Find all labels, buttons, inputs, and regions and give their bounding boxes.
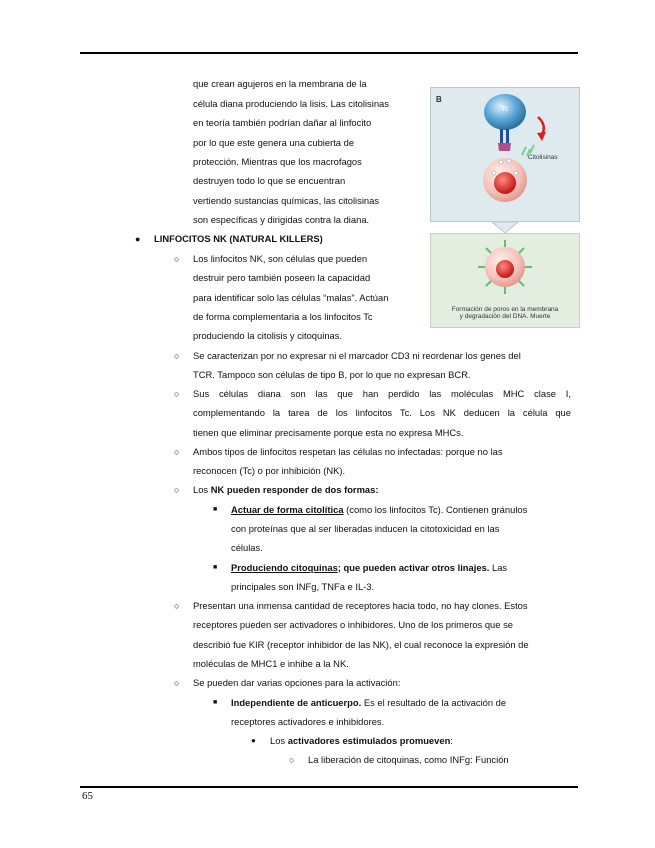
text-line: de forma complementaria a los linfocitos Tc: [193, 311, 373, 322]
text-line: para identificar solo las células “malas”. Actúan: [193, 292, 389, 303]
text-line: vertiendo sustancias químicas, las citolisinas: [193, 195, 380, 206]
text-line: receptores pueden ser activadores o inhibidores. Uno de los primeros que se: [193, 619, 513, 630]
text-line: Independiente de anticuerpo. Es el resultado de la activación de: [231, 697, 507, 708]
page-number: 65: [82, 790, 93, 802]
open-bullet: ○: [174, 254, 180, 264]
section-heading: LINFOCITOS NK (NATURAL KILLERS): [154, 233, 323, 244]
text-line: produciendo la citolisis y citoquinas.: [193, 330, 343, 341]
filled-bullet: ●: [251, 736, 256, 745]
text-line: tienen que eliminar precisamente porque esta no expresa MHCs.: [193, 427, 464, 438]
text-line: que crean agujeros en la membrana de la: [193, 78, 367, 89]
figure-caption: Formación de poros en la membrana y degradación del DNA. Muerte: [451, 306, 559, 320]
text-line: protección. Mientras que los macrofagos: [193, 156, 362, 167]
text-line: TCR. Tampoco son células de tipo B, por lo que no expresan BCR.: [193, 369, 471, 380]
text-line: Produciendo citoquinas; que pueden activar otros linajes. Las: [231, 562, 508, 573]
cytolysins-label: Citolisinas: [528, 154, 558, 161]
footer-rule: [80, 786, 578, 788]
text-line: Ambos tipos de linfocitos respetan las células no infectadas: porque no las: [193, 446, 503, 457]
square-bullet: ■: [213, 564, 218, 571]
text-line: destruyen todo lo que se encuentran: [193, 175, 346, 186]
receptor: [500, 129, 503, 143]
text-line: Sus células diana son las que han perdido las moléculas MHC clase I,: [193, 388, 571, 399]
text-line: receptores activadores e inhibidores.: [231, 716, 385, 727]
nk-cytolysis-figure: [430, 87, 580, 328]
text-line: Los linfocitos NK, son células que pueden: [193, 253, 368, 264]
text-line: describió fue KIR (receptor inhibidor de las NK), el cual reconoce la expresión de: [193, 639, 529, 650]
text-line: Se pueden dar varias opciones para la activación:: [193, 677, 401, 688]
filled-bullet: ●: [135, 234, 141, 244]
header-rule: [80, 52, 578, 54]
open-bullet: ○: [174, 389, 180, 399]
figure-graphics: [430, 87, 580, 328]
text-line: células.: [231, 542, 263, 553]
text-line: Presentan una inmensa cantidad de receptores hacia todo, no hay clones. Estos: [193, 600, 528, 611]
text-line: Actuar de forma citolítica (como los linfocitos Tc). Contienen gránulos: [231, 504, 528, 515]
text-line: en teoría también podrían dañar al linfocito: [193, 117, 372, 128]
text-line: por lo que este genera una cubierta de: [193, 137, 355, 148]
receptor: [506, 129, 509, 143]
text-line: son específicas y dirigidas contra la diana.: [193, 214, 370, 225]
square-bullet: ■: [213, 506, 218, 513]
text-line: Se caracterizan por no expresar ni el marcador CD3 ni reordenar los genes del: [193, 350, 521, 361]
text-line: Los activadores estimulados promueven:: [270, 735, 453, 746]
text-line: moléculas de MHC1 e inhibe a la NK.: [193, 658, 349, 669]
panel-letter: B: [436, 95, 442, 104]
text-line: célula diana produciendo la lisis. Las citolisinas: [193, 98, 389, 109]
open-bullet: ○: [174, 447, 180, 457]
text-line: Los NK pueden responder de dos formas:: [193, 484, 379, 495]
open-bullet: ○: [289, 755, 295, 765]
open-bullet: ○: [174, 485, 180, 495]
arrow-icon: [538, 117, 544, 135]
text-line: complementando la tarea de los linfocitos Tc. Los NK deducen la célula que: [193, 407, 571, 418]
text-line: principales son INFg, TNFa e IL-3.: [231, 581, 375, 592]
open-bullet: ○: [174, 351, 180, 361]
text-line: destruir pero también poseen la capacidad: [193, 272, 371, 283]
text-line: reconocen (Tc) o por inhibición (NK).: [193, 465, 346, 476]
square-bullet: ■: [213, 699, 218, 706]
text-line: La liberación de citoquinas, como INFg: Función: [308, 754, 509, 765]
open-bullet: ○: [174, 601, 180, 611]
text-line: con proteínas que al ser liberadas inducen la citotoxicidad en las: [231, 523, 500, 534]
open-bullet: ○: [174, 678, 180, 688]
tc-label: Tc: [501, 106, 509, 113]
